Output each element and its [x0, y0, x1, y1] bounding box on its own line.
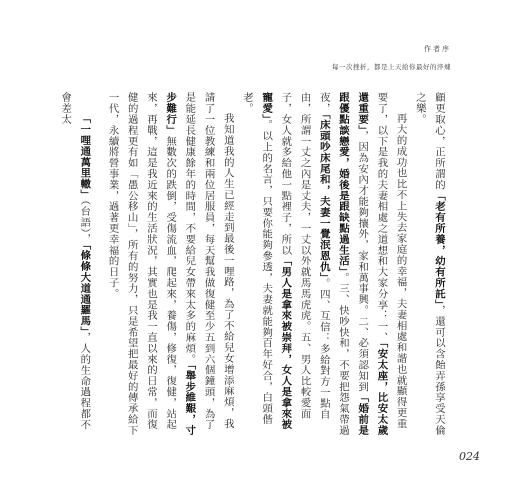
emphasized-quote: 「條條大道通羅馬」 — [78, 244, 91, 332]
text-run: 。三、快吵快和，不要把怨氣帶過夜， — [317, 92, 349, 436]
paragraph — [55, 92, 93, 436]
emphasized-quote: 「婚前是跟優點談戀愛，婚後是跟缺點過生活」 — [336, 92, 369, 436]
header-author: 作者序 — [424, 45, 451, 53]
text-run: ，還可以含飴弄孫享受天倫之樂。 — [413, 92, 445, 436]
emphasized-quote: 「舉步維艱，寸步難行」 — [164, 92, 196, 436]
running-header — [332, 44, 451, 71]
text-run: 再大的成功也比不上失去家庭的幸福，夫妻相處和諧也就顯得更重要了，以下是我的夫妻相處之道想和大家分享：一、 — [375, 92, 407, 429]
text-run: ，人的生命過程都不會差太 — [59, 92, 91, 430]
text-run: 我知道我的人生已經走到最後一哩路，為了不給兒女增添麻煩，我請了一位教練和兩位居服員，每天幫我做復健至少五到六個鐘頭，為了是能延長健康餘年的時間，不要給兒女帶來太多的麻煩。 — [183, 92, 234, 430]
text-run: 。四、互信：多給對方一點自由，所謂一丈之內是丈夫，一丈以外就馬馬虎虎。五、男人比較愛面子，女人就多給他一點裡子，所以 — [279, 92, 330, 420]
emphasized-quote: 「男人是拿來被崇拜，女人是拿來被寵愛」 — [260, 92, 292, 430]
body-text — [59, 92, 448, 436]
emphasized-quote: 「床頭吵床尾和，夫妻一覺泯恩仇」 — [317, 113, 330, 278]
text-run: ，因為安內才能夠攘外，家和萬事興。二、必須認知到 — [356, 130, 369, 393]
paragraph — [410, 92, 448, 436]
text-run: 顧更取心，正所謂的 — [433, 92, 445, 191]
emphasized-quote: 「安太座，比安太歲還重要」 — [356, 92, 388, 436]
text-run: （台語）， — [78, 200, 91, 245]
paragraph — [102, 92, 236, 436]
emphasized-quote: 「老有所養，幼有所託」 — [433, 190, 445, 305]
text-run: 無數次的跌倒，受傷流血，爬起來，養傷，修復，復健，站起來，再戰，這是我近來的生活狀況，其實也是我一直以來的日常，而復健的過程更有如「愚公移山」，所有的努力，只是希望把最好的傳承給下一代，永續將營事業，過著更幸福的日子。 — [106, 92, 177, 436]
paragraph — [237, 92, 410, 436]
page-number: 024 — [459, 450, 480, 463]
text-run: 。以上的名言，只要你能夠參透，夫妻就能夠百年好合，白頭偕老。 — [240, 92, 273, 425]
emphasized-quote: 「一哩通萬里轍」 — [78, 112, 91, 200]
header-subtitle: 每一次挫折，都是上天給你最好的淬煉 — [332, 63, 451, 71]
